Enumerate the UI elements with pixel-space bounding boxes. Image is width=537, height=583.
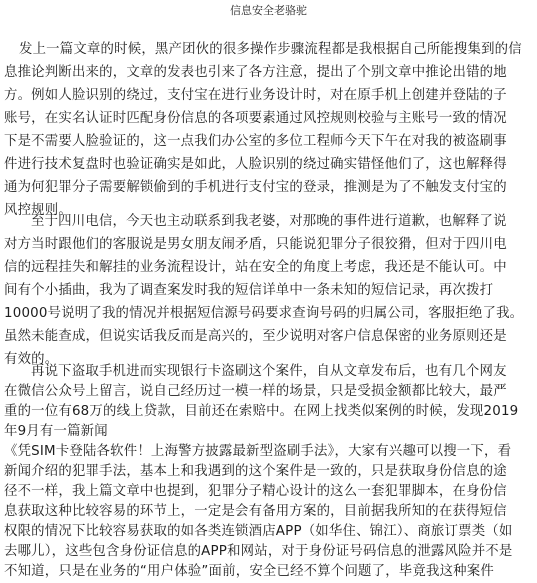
text-line: 件进行技术复盘时也验证确实是如此，人脸识别的绕过确实错怪他们了，这也解释得 [4,157,507,172]
text-line: 息推论判断出来的，文章的发表也引来了各方注意，提出了个别文章中推论出错的地 [4,65,507,80]
text-line: 去哪儿），这些包含身份证信息的APP和网站，对于身份证号码信息的泄露风险并不是 [4,544,513,559]
text-line: 重的一位有68万的线上贷款，目前还在索赔中。在网上找类似案例的时候，发现2019 [4,404,519,419]
text-line: 下是不需要人脸验证的，这一点我们办公室的多位工程师今天下午在对我的被盗刷事 [4,134,507,149]
text-line: 间有个小插曲，我为了调查案发时我的短信详单中一条未知的短信记录，再次拨打 [4,283,494,298]
text-line: 通为何犯罪分子需要解锁偷到的手机进行支付宝的登录，推测是为了不触发支付宝的 [4,180,507,195]
text-line: 径不一样，我上篇文章中也提到，犯罪分子精心设计的这么一套犯罪脚本，在身份信 [4,484,507,499]
text-line: 虽然未能查成，但说实话我反而是高兴的，至少说明对客户信息保密的业务原则还是 [4,329,507,344]
text-line: 年9月有一篇新闻 [4,424,108,439]
text-line: 新闻介绍的犯罪手法，基本上和我遇到的这个案件是一致的，只是获取身份信息的途 [4,464,507,479]
text-line: 不知道，只是在业务的“用户体验”面前，安全已经不算个问题了，毕竟我这种案件 [4,564,494,579]
text-line: 方。例如人脸识别的绕过，支付宝在进行业务设计时，对在原手机上创建并登陆的子 [4,88,507,103]
text-line: 《凭SIM卡登陆各软件！上海警方披露最新型盗刷手法》，大家有兴趣可以搜一下，看 [4,444,512,459]
text-line: 在微信公众号上留言，说自己经历过一模一样的场景，只是受损金额都比较大，最严 [4,384,507,399]
text-line: 10000号说明了我的情况并根据短信源号码要求查询号码的归属公司，客服拒绝了我。 [4,306,524,321]
text-line: 账号，在实名认证时匹配身份信息的各项要素通过风控规则校验与主账号一致的情况 [4,111,507,126]
page-title: 信息安全老骆驼 [230,4,307,17]
text-line: 至于四川电信，今天也主动联系到我老婆，对那晚的事件进行道歉，也解释了说 [31,214,507,229]
text-line: 风控规则。 [4,203,72,218]
text-line: 有效的。 [4,352,59,367]
text-line: 对方当时跟他们的客服说是男女朋友闹矛盾，只能说犯罪分子很狡猾，但对于四川电 [4,237,507,252]
text-line: 信的远程挂失和解挂的业务流程设计，站在安全的角度上考虑，我还是不能认可。中 [4,260,507,275]
text-line: 息获取这种比较容易的环节上，一定是会有备用方案的，目前据我所知的在获得短信 [4,504,507,519]
text-line: 再说下盗取手机进而实现银行卡盗刷这个案件，自从文章发布后，也有几个网友 [31,364,507,379]
text-line: 权限的情况下比较容易获取的如各类连锁酒店APP（如华住、锦江）、商旅订票类（如 [4,524,513,539]
text-line: 发上一篇文章的时候，黑产团伙的很多操作步骤流程都是我根据自己所能搜集到的信 [19,42,522,57]
